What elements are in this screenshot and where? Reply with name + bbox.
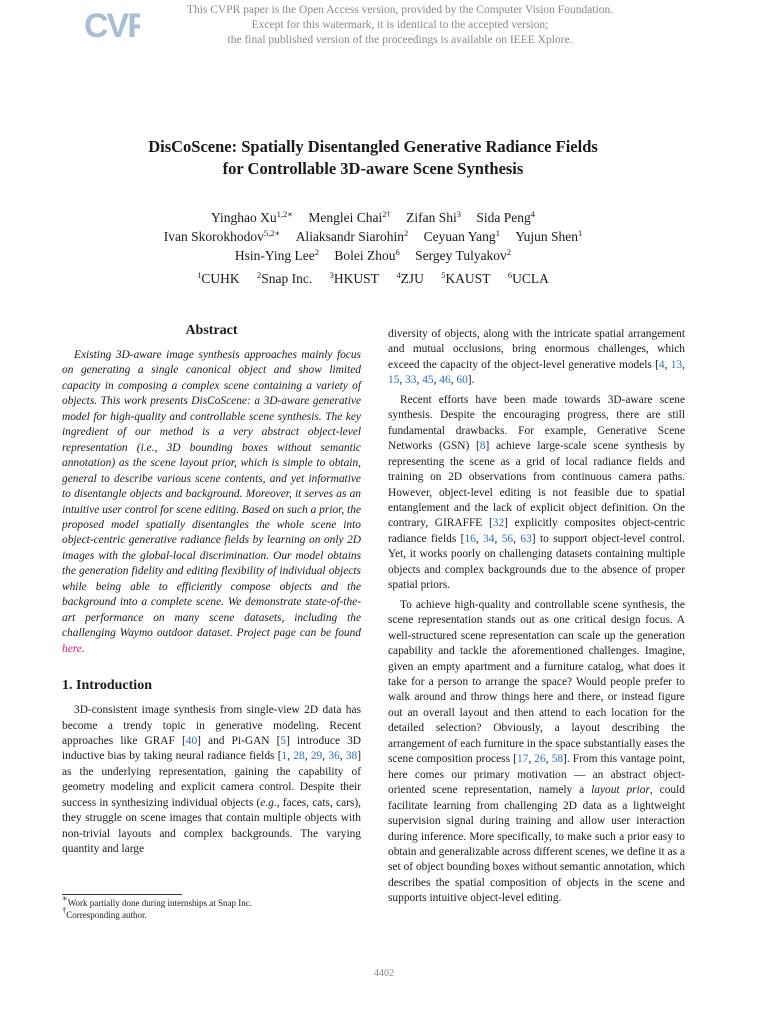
citation-link[interactable]: 32 [492,517,505,530]
intro-paragraph-2 [388,393,685,594]
author: Yinghao $Xu^{1,2∗}$ [210,209,293,225]
body-text: , [682,358,685,371]
citation-link[interactable]: 46 [439,374,451,387]
citation-link[interactable]: 1 [281,750,288,763]
open-access-watermark [150,3,650,48]
footnote-rule [62,894,182,895]
author: Hsin-Ying Lee$^2$ [234,247,320,263]
author: Bolei Zhou$^6$ [334,247,400,263]
project-page-link[interactable]: here [62,642,82,655]
body-text: ] to support object-level control. Yet, it works poorly on challenging datasets containing multiple objects and complex backgrounds due to the absence of proper spatial priors. [388,532,686,592]
body-text: , [528,753,535,766]
citation-link[interactable]: 36 [328,750,340,763]
body-text: , faces, cats, cars), they struggle on scene images that contain multiple objects with non-trivial layouts and complex backgrounds. The varying quantity and large [62,796,361,856]
affiliation: $^3$HKUST [329,270,379,286]
citation-link[interactable]: 40 [185,734,198,747]
watermark-line: Except for this watermark, it is identical to the accepted version; [251,19,549,31]
body-text: , [399,374,406,387]
affiliation-list [60,270,686,288]
footnote: ∗Work partially done during internships at Snap Inc. [62,893,253,908]
citation-link[interactable]: 4 [658,358,665,371]
body-text: , [433,374,440,387]
affiliation: $^6$UCLA [507,270,549,286]
body-text: Recent efforts have been made towards 3D-aware scene synthesis. Despite the encouraging progress, there are still fundamental drawbacks. For example, Generative Scene Networks (GSN) [ [388,393,685,453]
right-column [388,327,685,907]
citation-link[interactable]: 45 [422,374,434,387]
body-text: To achieve high-quality and controllable scene synthesis, the scene representation stands out as one critical design focus. A well-structured scene representation can scale up the generation capability and tackle the aforementioned challenges. Imagine, given an empty apartment and a furniture catalog, what does it take for a person to arrange the space? Would people prefer to walk around and throw things here and there, or instead figure out an overall layout and then attend to each location for the detailed selection? Obviously, a layout describing the arrangement of each furniture in the space substantially eases the scene composition process [ [388,598,685,766]
intro-paragraph-3 [388,598,685,907]
citation-link[interactable]: 8 [479,440,486,453]
citation-link[interactable]: 60 [456,374,468,387]
footnotes [62,893,362,921]
citation-link[interactable]: 16 [464,532,476,545]
paper-title [60,136,686,180]
citation-link[interactable]: 28 [293,750,305,763]
title-line: DisCoScene: Spatially Disentangled Generative Radiance Fields [148,137,598,156]
left-column [62,322,361,858]
citation-link[interactable]: 13 [670,358,683,371]
citation-link[interactable]: 17 [516,753,529,766]
abstract-text: Existing 3D-aware image synthesis approaches mainly focus on generating a single canonical object and show limited capacity in composing a complex scene containing a variety of objects. This work presents DisCoScene: a 3D-aware generative model for high-quality and controllable scene synthesis. The key ingredient of our method is a very abstract object-level representation (i.e., 3D bounding boxes without semantic annotation) as the scene layout prior, which is simple to obtain, general to describe various scene contents, and yet informative to disentangle objects and background. Moreover, it serves as an intuitive user control for scene editing. Based on such a prior, the proposed model spatially disentangles the whole scene into object-centric generative radiance fields by learning on only 2D images with the global-local discrimination. Our model obtains the generation fidelity and editing flexibility of individual objects while being able to efficiently compose objects and the background into a complete scene. We demonstrate state-of-the-art performance on many scene datasets, including the challenging Waymo outdoor dataset. Project page can be found here. [62,349,361,655]
cvf-logo [84,6,140,42]
author-list [60,208,686,265]
body-text: , [664,358,671,371]
affiliation: $^2$Snap Inc. [257,270,313,286]
body-text: , [450,374,457,387]
body-text: , [287,750,294,763]
page-number: 4402 [374,968,394,979]
title-line: for Controllable 3D-aware Scene Synthesis [222,159,524,178]
introduction-heading: 1. Introduction [62,678,152,694]
intro-paragraph-1 [62,703,361,858]
body-text: diversity of objects, along with the intricate spatial arrangement and mutual occlusions, bring enormous challenges, which exceed the capacity of the object-level generative models [ [388,328,685,371]
author: Sergey Tulyakov$^2$ [415,247,512,263]
citation-link[interactable]: 29 [310,750,323,763]
citation-link[interactable]: 38 [345,750,358,763]
author: Ceyuan Yang$^1$ [423,228,500,244]
author: Aliaksandr Siarohin$^2$ [295,228,409,244]
body-text: ]. From this vantage point, here comes our primary motivation — an abstract object-oriented scene representation, namely a [388,753,685,797]
body-text: ] and Pi-GAN [ [197,734,281,747]
footnote: †Corresponding author. [62,905,147,920]
citation-link[interactable]: 26 [534,753,546,766]
body-text: ] achieve large-scale scene synthesis by representing the scene as a grid of local radiance fields and training on 2D observations from continuous camera paths. However, object-level editing is not feasible due to spatial entanglement and the lack of explicit object definition. On the contrary, GIRAFFE [ [388,440,685,530]
author: Sida Peng$^4$ [476,209,536,225]
citation-link[interactable]: 34 [483,532,495,545]
citation-link[interactable]: 5 [280,734,287,747]
body-text: ]. [467,374,475,387]
cvf-logo-mark [84,6,140,42]
citation-link[interactable]: 33 [405,374,417,387]
body-text: ] explicitly composites object-centric radiance fields [ [388,517,685,545]
body-text: ] introduce 3D inductive bias by taking neural radiance fields [ [62,734,362,763]
affiliation: $^1$CUHK [197,270,240,286]
citation-link[interactable]: 15 [388,374,400,387]
watermark-line: This CVPR paper is the Open Access version, provided by the Computer Vision Foundation. [186,4,614,16]
affiliation: $^5$KAUST [441,270,491,286]
author: Ivan Skorokhodov$^{5,2∗}$ [163,228,281,244]
body-text: , [545,753,552,766]
watermark-line: the final published version of the proceedings is available on IEEE Xplore. [227,34,573,46]
intro-paragraph-1-continued [388,327,685,389]
body-text: , [322,750,329,763]
emphasis-text: layout prior [591,784,650,797]
body-text: , [475,532,484,545]
body-text: , could facilitate learning from challenging 2D data as a lightweight supervision signal during training and allow user interaction during inference. More specifically, to make such a prior easy to obtain and generalizable across different scenes, we define it as a set of object bounding boxes without semantic annotation, which describes the spatial composition of objects in the scene and supports intuitive object-level editing. [388,784,685,905]
svg-text:CVF: CVF [84,7,140,42]
body-text: , [513,532,521,545]
author-row [60,208,686,227]
author-row [60,246,686,265]
emphasis-text: e.g. [260,796,277,809]
body-text: , [416,374,423,387]
citation-link[interactable]: 58 [551,753,564,766]
author: Yujun Shen$^1$ [515,228,583,244]
citation-link[interactable]: 63 [520,532,532,545]
affiliation: $^4$ZJU [396,270,424,286]
author: Menglei Chai$^{2\dagger}$ [308,209,391,225]
body-text: ] as the underlying representation, gaining the capability of geometry modeling and explicit camera control. Despite their success in synthesizing individual objects ( [62,750,361,809]
body-text: , [339,750,346,763]
author: Zifan Shi$^3$ [406,209,461,225]
body-text: , [494,532,502,545]
body-text: 3D-consistent image synthesis from single-view 2D data has become a trendy topic in generative modeling. Recent approaches like GRAF [ [62,704,361,747]
citation-link[interactable]: 56 [501,532,514,545]
author-row [60,227,686,246]
body-text: , [304,750,311,763]
abstract-heading: Abstract [185,323,238,338]
